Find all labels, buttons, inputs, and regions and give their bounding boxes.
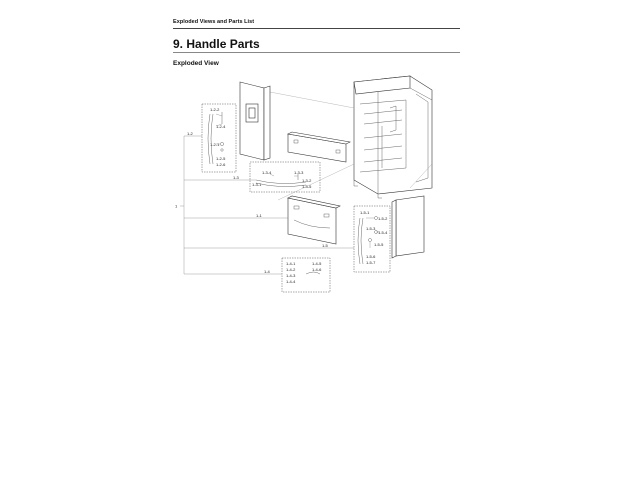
callout-1-2: 1-2	[187, 131, 193, 136]
section-name: Handle Parts	[186, 37, 260, 51]
callout-1-5-2: 1-5-2	[378, 216, 388, 221]
callout-1-5-4: 1-5-4	[378, 230, 388, 235]
guide-line	[278, 164, 354, 200]
running-header: Exploded Views and Parts List	[173, 19, 255, 25]
callout-1-4-5: 1-4-5	[312, 261, 322, 266]
callout-1-5-7: 1-5-7	[366, 260, 376, 265]
callout-1-4-4: 1-4-4	[286, 279, 296, 284]
drawer-front-upper	[288, 132, 350, 162]
exploded-view-heading: Exploded View	[173, 60, 219, 67]
callout-1-4-6: 1-4-6	[312, 267, 322, 272]
callout-1-2-2: 1-2-2	[210, 107, 220, 112]
handle-right-door	[358, 218, 360, 264]
callout-1: 1	[175, 203, 178, 209]
section-title	[173, 37, 260, 51]
exploded-view-drawing	[170, 68, 470, 298]
callout-1-2-5: 1-2-5	[216, 156, 226, 161]
section-number: 9.	[173, 37, 184, 51]
header-rule	[173, 28, 460, 29]
callout-1-3: 1-3	[233, 175, 239, 180]
callout-1-4: 1-4	[264, 269, 270, 274]
callout-1-1: 1-1	[256, 213, 262, 218]
callout-1-3-2: 1-3-2	[302, 178, 312, 183]
callout-1-5-3: 1-5-3	[366, 226, 376, 231]
drawer-front-lower	[288, 196, 340, 244]
callout-1-5-1: 1-5-1	[360, 210, 370, 215]
callout-1-5-6: 1-5-6	[366, 254, 376, 259]
exploded-view-diagram	[170, 68, 470, 298]
title-rule	[173, 52, 460, 53]
right-door	[392, 196, 424, 258]
callout-1-3-4: 1-3-4	[262, 170, 272, 175]
callout-1-2-4: 1-2-4	[216, 124, 226, 129]
callout-1-2-1: 1-2-1	[210, 142, 220, 147]
callout-1-5: 1-5	[322, 243, 328, 248]
handle-upper-drawer	[256, 180, 306, 184]
callout-1-5-5: 1-5-5	[374, 242, 384, 247]
callout-1-2-6: 1-2-6	[216, 162, 226, 167]
guide-line	[270, 92, 354, 108]
left-door-dispenser	[240, 82, 270, 160]
callout-1-4-3: 1-4-3	[286, 273, 296, 278]
refrigerator-cabinet	[354, 76, 432, 198]
callout-1-3-5: 1-3-5	[302, 184, 312, 189]
handle-left-door	[208, 114, 210, 164]
callout-1-4-1: 1-4-1	[286, 261, 296, 266]
callout-1-3-1: 1-3-1	[252, 182, 262, 187]
callout-1-4-2: 1-4-2	[286, 267, 296, 272]
callout-1-3-3: 1-3-3	[294, 170, 304, 175]
